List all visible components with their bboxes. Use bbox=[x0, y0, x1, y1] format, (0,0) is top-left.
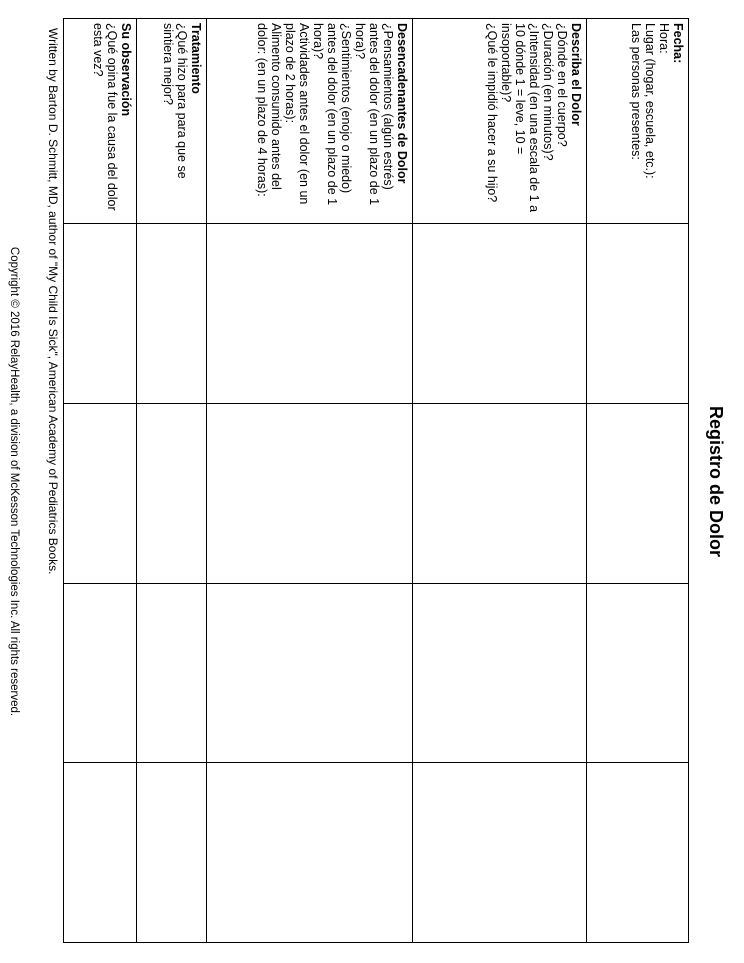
entry-cell[interactable] bbox=[207, 403, 413, 583]
row-label-cell bbox=[137, 19, 207, 224]
row-label-cell bbox=[587, 19, 689, 224]
table-row-describa bbox=[413, 19, 587, 943]
pain-log-table bbox=[63, 18, 689, 943]
row-line: ¿Sentimientos (enojo o miedo) antes del dolor (en un plazo de 1 hora)? bbox=[311, 23, 353, 206]
entry-cell[interactable] bbox=[64, 583, 137, 763]
entry-cell[interactable] bbox=[587, 763, 689, 943]
author-credit: Written by Barton D. Schmitt, MD, author of "My Child Is Sick", American Academy of Pediatrics Books. bbox=[46, 28, 60, 575]
row-line: ¿Duración (en minutos)? bbox=[541, 23, 555, 161]
row-header: Desencadenantes de Dolor bbox=[395, 23, 409, 184]
row-line: ¿Pensamientos (algún estrés) antes del dolor (en un plazo de 1 hora)? bbox=[353, 23, 395, 206]
row-line: ¿Qué opina fue la causa del dolor esta vez? bbox=[91, 23, 119, 211]
entry-cell[interactable] bbox=[413, 403, 587, 583]
entry-cell[interactable] bbox=[207, 224, 413, 404]
entry-cell[interactable] bbox=[137, 763, 207, 943]
copyright-notice: Copyright © 2016 RelayHealth, a division of McKesson Technologies Inc. All rights reserved. bbox=[8, 246, 20, 717]
page-title: Registro de Dolor bbox=[706, 405, 726, 557]
row-line: Hora: bbox=[657, 23, 671, 54]
row-header: Su observación bbox=[119, 23, 133, 117]
row-header: Describa el Dolor bbox=[569, 23, 583, 126]
entry-cell[interactable] bbox=[64, 763, 137, 943]
entry-cell[interactable] bbox=[207, 763, 413, 943]
row-label-cell bbox=[413, 19, 587, 224]
entry-cell[interactable] bbox=[137, 583, 207, 763]
table-row-tratamiento bbox=[137, 19, 207, 943]
entry-cell[interactable] bbox=[413, 583, 587, 763]
table-row-observacion bbox=[64, 19, 137, 943]
row-label-cell bbox=[64, 19, 137, 224]
entry-cell[interactable] bbox=[137, 224, 207, 404]
row-line: Lugar (hogar, escuela, etc.): bbox=[643, 23, 657, 179]
row-header: Tratamiento bbox=[189, 23, 203, 94]
table-row-fecha bbox=[587, 19, 689, 943]
row-line: ¿Qué le impidió hacer a su hijo? bbox=[485, 23, 499, 203]
entry-cell[interactable] bbox=[587, 583, 689, 763]
row-line: Actividades antes el dolor (en un plazo de 2 horas): bbox=[283, 23, 311, 205]
row-line: ¿Dónde en el cuerpo? bbox=[555, 23, 569, 147]
entry-cell[interactable] bbox=[137, 403, 207, 583]
entry-cell[interactable] bbox=[64, 224, 137, 404]
table-row-desencadenantes bbox=[207, 19, 413, 943]
row-line: ¿Intensidad (en una escala de 1 a 10 dónde 1 = leve, 10 = insoportable)? bbox=[499, 23, 541, 213]
entry-cell[interactable] bbox=[587, 224, 689, 404]
entry-cell[interactable] bbox=[64, 403, 137, 583]
entry-cell[interactable] bbox=[413, 224, 587, 404]
row-label-cell bbox=[207, 19, 413, 224]
row-line: Alimento consumido antes del dolor: (en un plazo de 4 horas): bbox=[255, 23, 283, 197]
row-line: Las personas presentes: bbox=[629, 23, 643, 160]
entry-cell[interactable] bbox=[413, 763, 587, 943]
entry-cell[interactable] bbox=[587, 403, 689, 583]
entry-cell[interactable] bbox=[207, 583, 413, 763]
row-line: ¿Qué hizo para para que se sintiera mejor? bbox=[161, 23, 189, 179]
row-header: Fecha: bbox=[671, 23, 685, 64]
